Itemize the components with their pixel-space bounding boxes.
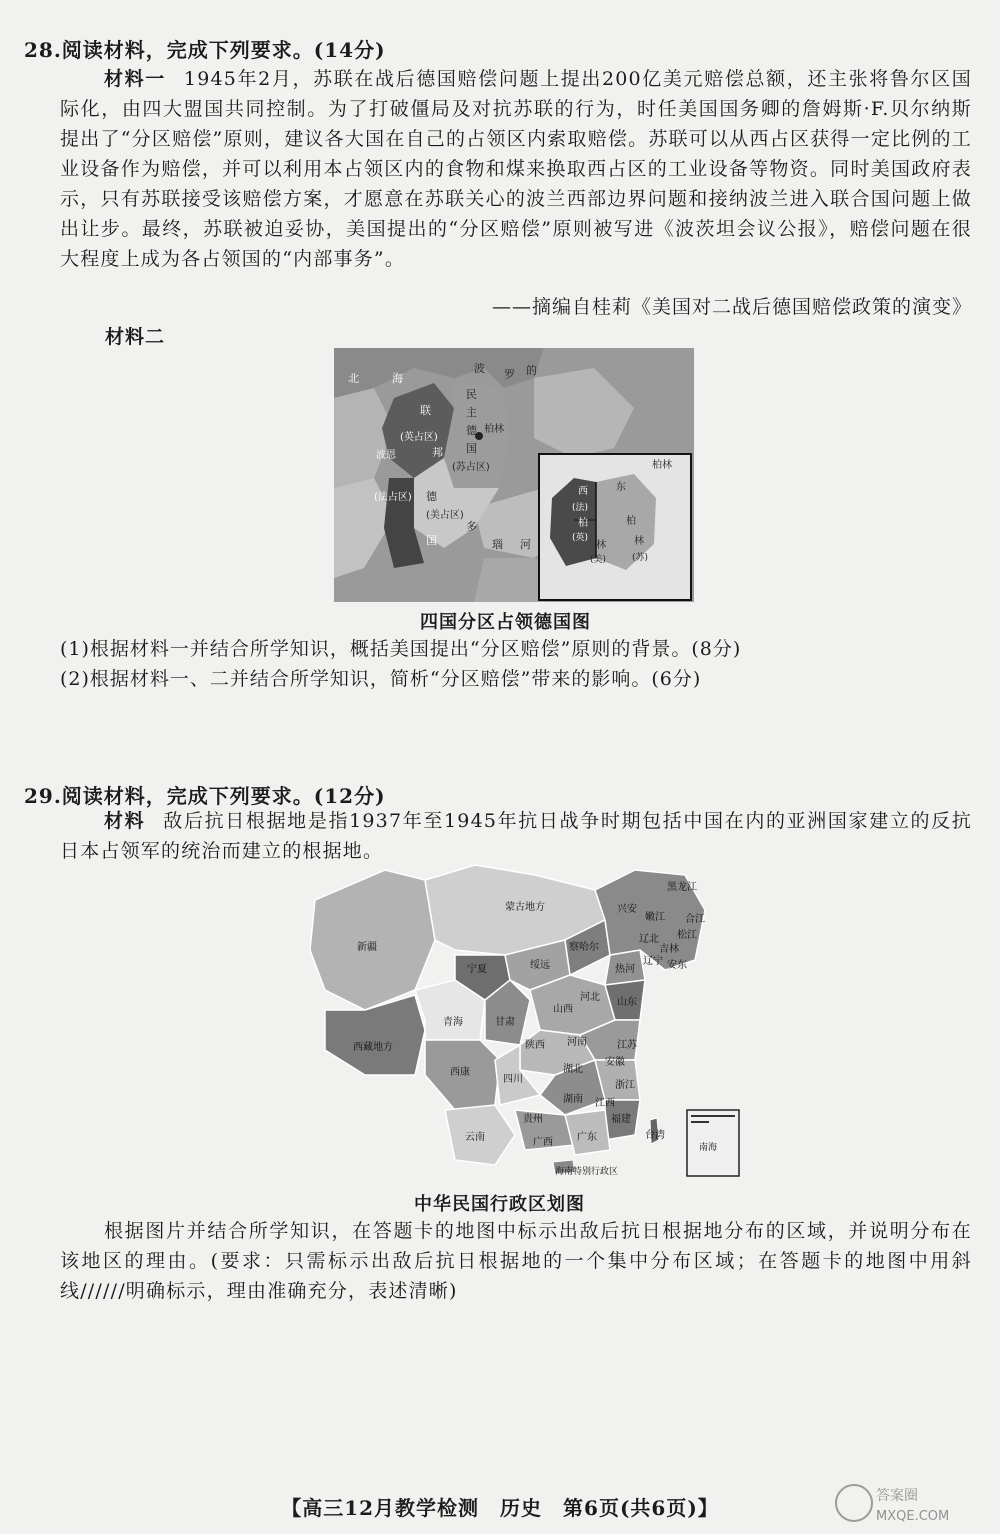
q29-title: 29.阅读材料，完成下列要求。(12分)	[24, 784, 386, 808]
map-label-zhu: 主	[466, 406, 477, 419]
province-songjiang: 松江	[677, 930, 697, 941]
province-liaoning: 辽宁	[643, 956, 663, 967]
q29-material-text: 敌后抗日根据地是指1937年至1945年抗日战争时期包括中国在内的亚洲国家建立的反抗日本占领军的统治而建立的根据地。	[60, 810, 972, 862]
province-hunan: 湖南	[563, 1094, 583, 1105]
inset-bo2: 柏	[578, 518, 588, 529]
china-administrative-map	[305, 860, 745, 1180]
map-label-north: 北	[348, 372, 359, 385]
province-jiangsu: 江苏	[617, 1040, 637, 1051]
china-map-caption: 中华民国行政区划图	[414, 1194, 585, 1215]
inset-xi: 西	[578, 486, 588, 497]
province-shanxi: 山西	[553, 1004, 573, 1015]
germany-occupation-map	[334, 348, 694, 602]
province-xikang: 西康	[450, 1067, 470, 1078]
inset-fa: (法)	[572, 503, 589, 513]
map-label-de: 的	[526, 364, 537, 377]
province-guizhou: 贵州	[523, 1114, 543, 1125]
page-footer: 【高三12月教学检测 历史 第6页(共6页)】	[281, 1496, 719, 1520]
q29-material-lead: 材料	[104, 810, 146, 832]
province-guangxi: 广西	[533, 1137, 553, 1148]
map-label-french-zone: (法占区)	[374, 492, 412, 503]
province-yunnan: 云南	[465, 1132, 485, 1143]
svg-text:答案圈: 答案圈	[876, 1488, 918, 1504]
material-one-lead: 材料一	[104, 68, 166, 90]
province-shaanxi: 陕西	[525, 1040, 545, 1051]
inset-ying: (英)	[572, 533, 589, 543]
map-label-de2: 德	[466, 424, 477, 437]
inset-su: (苏)	[632, 553, 649, 563]
berlin-inset-map	[539, 454, 691, 600]
province-henan: 河南	[567, 1037, 587, 1048]
site-watermark-logo	[832, 1478, 982, 1528]
map-label-lian: 联	[420, 404, 431, 417]
q28-question-1: (1)根据材料一并结合所学知识，概括美国提出“分区赔偿”原则的背景。(8分)	[60, 638, 742, 660]
svg-text:MXQE.COM: MXQE.COM	[876, 1509, 950, 1524]
province-gansu: 甘肃	[495, 1017, 515, 1028]
province-heilongjiang: 黑龙江	[667, 882, 697, 893]
map-label-guo: 国	[466, 442, 477, 455]
germany-map-caption: 四国分区占领德国图	[420, 612, 591, 633]
province-hejiang: 合江	[685, 914, 705, 925]
province-jiangxi: 江西	[595, 1098, 615, 1109]
province-sichuan: 四川	[503, 1074, 523, 1085]
map-label-he: 河	[520, 538, 531, 551]
inset-title: 柏林	[652, 460, 672, 471]
map-label-british-zone: (英占区)	[400, 432, 438, 443]
map-label-bo: 波	[474, 362, 485, 375]
inset-lin2: 林	[634, 536, 644, 547]
map-label-soviet-zone: (苏占区)	[452, 462, 490, 473]
province-mongolia: 蒙古地方	[505, 902, 545, 913]
province-ningxia: 宁夏	[467, 964, 487, 975]
province-rehe: 热河	[615, 964, 635, 975]
map-label-duo: 多	[466, 520, 477, 533]
map-label-sea: 海	[392, 372, 403, 385]
province-andong: 安东	[667, 960, 687, 971]
province-chahar: 察哈尔	[569, 942, 599, 953]
q29-instruction	[60, 1216, 972, 1306]
inset-mei: (美)	[590, 555, 607, 565]
province-shandong: 山东	[617, 997, 637, 1008]
q29-material	[60, 806, 972, 866]
map-label-us-zone: (美占区)	[426, 510, 464, 521]
south-sea-inset-label: 南海	[699, 1143, 718, 1153]
province-jilin: 吉林	[659, 944, 679, 955]
material-two-label: 材料二	[105, 326, 166, 348]
province-fujian: 福建	[611, 1114, 631, 1125]
map-label-berlin: 柏林	[484, 424, 504, 435]
map-label-bonn: 波恩	[376, 450, 396, 461]
inset-dong: 东	[616, 482, 626, 493]
inset-bo3: 柏	[626, 516, 636, 527]
map-label-luo: 罗	[504, 368, 515, 381]
province-liaobei: 辽北	[639, 934, 659, 945]
map-label-bang: 邦	[432, 446, 443, 459]
province-xinjiang: 新疆	[357, 942, 377, 953]
map-label-nao: 瑙	[492, 538, 503, 551]
province-nenjiang: 嫩江	[645, 912, 665, 923]
inset-lin: 林	[596, 540, 606, 551]
province-qinghai: 青海	[443, 1017, 463, 1028]
material-one-text: 1945年2月，苏联在战后德国赔偿问题上提出200亿美元赔偿总额，还主张将鲁尔区国际化，由四大盟国共同控制。为了打破僵局及对抗苏联的行为，时任美国国务卿的詹姆斯·F.贝尔纳斯提出了“分区赔偿”原则，建议各大国在自己的占领区内索取赔偿。苏联可以从西占区获得一定比例的工业设备作为赔偿，并可以利用本占领区内的食物和煤来换取西占区的工业设备等物资。同时美国政府表示，只有苏联接受该赔偿方案，才愿意在苏联关心的波兰西部边界问题和接纳波兰进入联合国问题上做出让步。最终，苏联被迫妥协，美国提出的“分区赔偿”原则被写进《波茨坦会议公报》，赔偿问题在很大程度上成为各占领国的“内部事务”。	[60, 68, 972, 270]
q28-material-one	[60, 64, 972, 274]
q28-question-2: (2)根据材料一、二并结合所学知识，简析“分区赔偿”带来的影响。(6分)	[60, 668, 702, 690]
q29-instruction-text: 根据图片并结合所学知识，在答题卡的地图中标示出敌后抗日根据地分布的区域，并说明分布在该地区的理由。(要求：只需标示出敌后抗日根据地的一个集中分布区域；在答题卡的地图中用斜线//////明确标示，理由准确充分，表述清晰)	[60, 1220, 972, 1302]
province-hubei: 湖北	[563, 1064, 583, 1075]
province-suiyuan: 绥远	[530, 960, 550, 971]
province-hainan: 海南特别行政区	[555, 1167, 619, 1177]
material-one-source: ——摘编自桂莉《美国对二战后德国赔偿政策的演变》	[491, 296, 972, 318]
province-anhui: 安徽	[605, 1057, 625, 1068]
q28-title: 28.阅读材料，完成下列要求。(14分)	[24, 38, 386, 62]
map-label-guo2: 国	[426, 534, 437, 547]
province-tibet: 西藏地方	[353, 1042, 393, 1053]
province-zhejiang: 浙江	[615, 1080, 635, 1091]
map-label-min: 民	[466, 388, 477, 401]
map-label-de3: 德	[426, 490, 437, 503]
province-hebei: 河北	[580, 992, 600, 1003]
province-xingan: 兴安	[617, 904, 637, 915]
province-guangdong: 广东	[577, 1132, 597, 1143]
province-taiwan: 台湾	[645, 1130, 665, 1141]
